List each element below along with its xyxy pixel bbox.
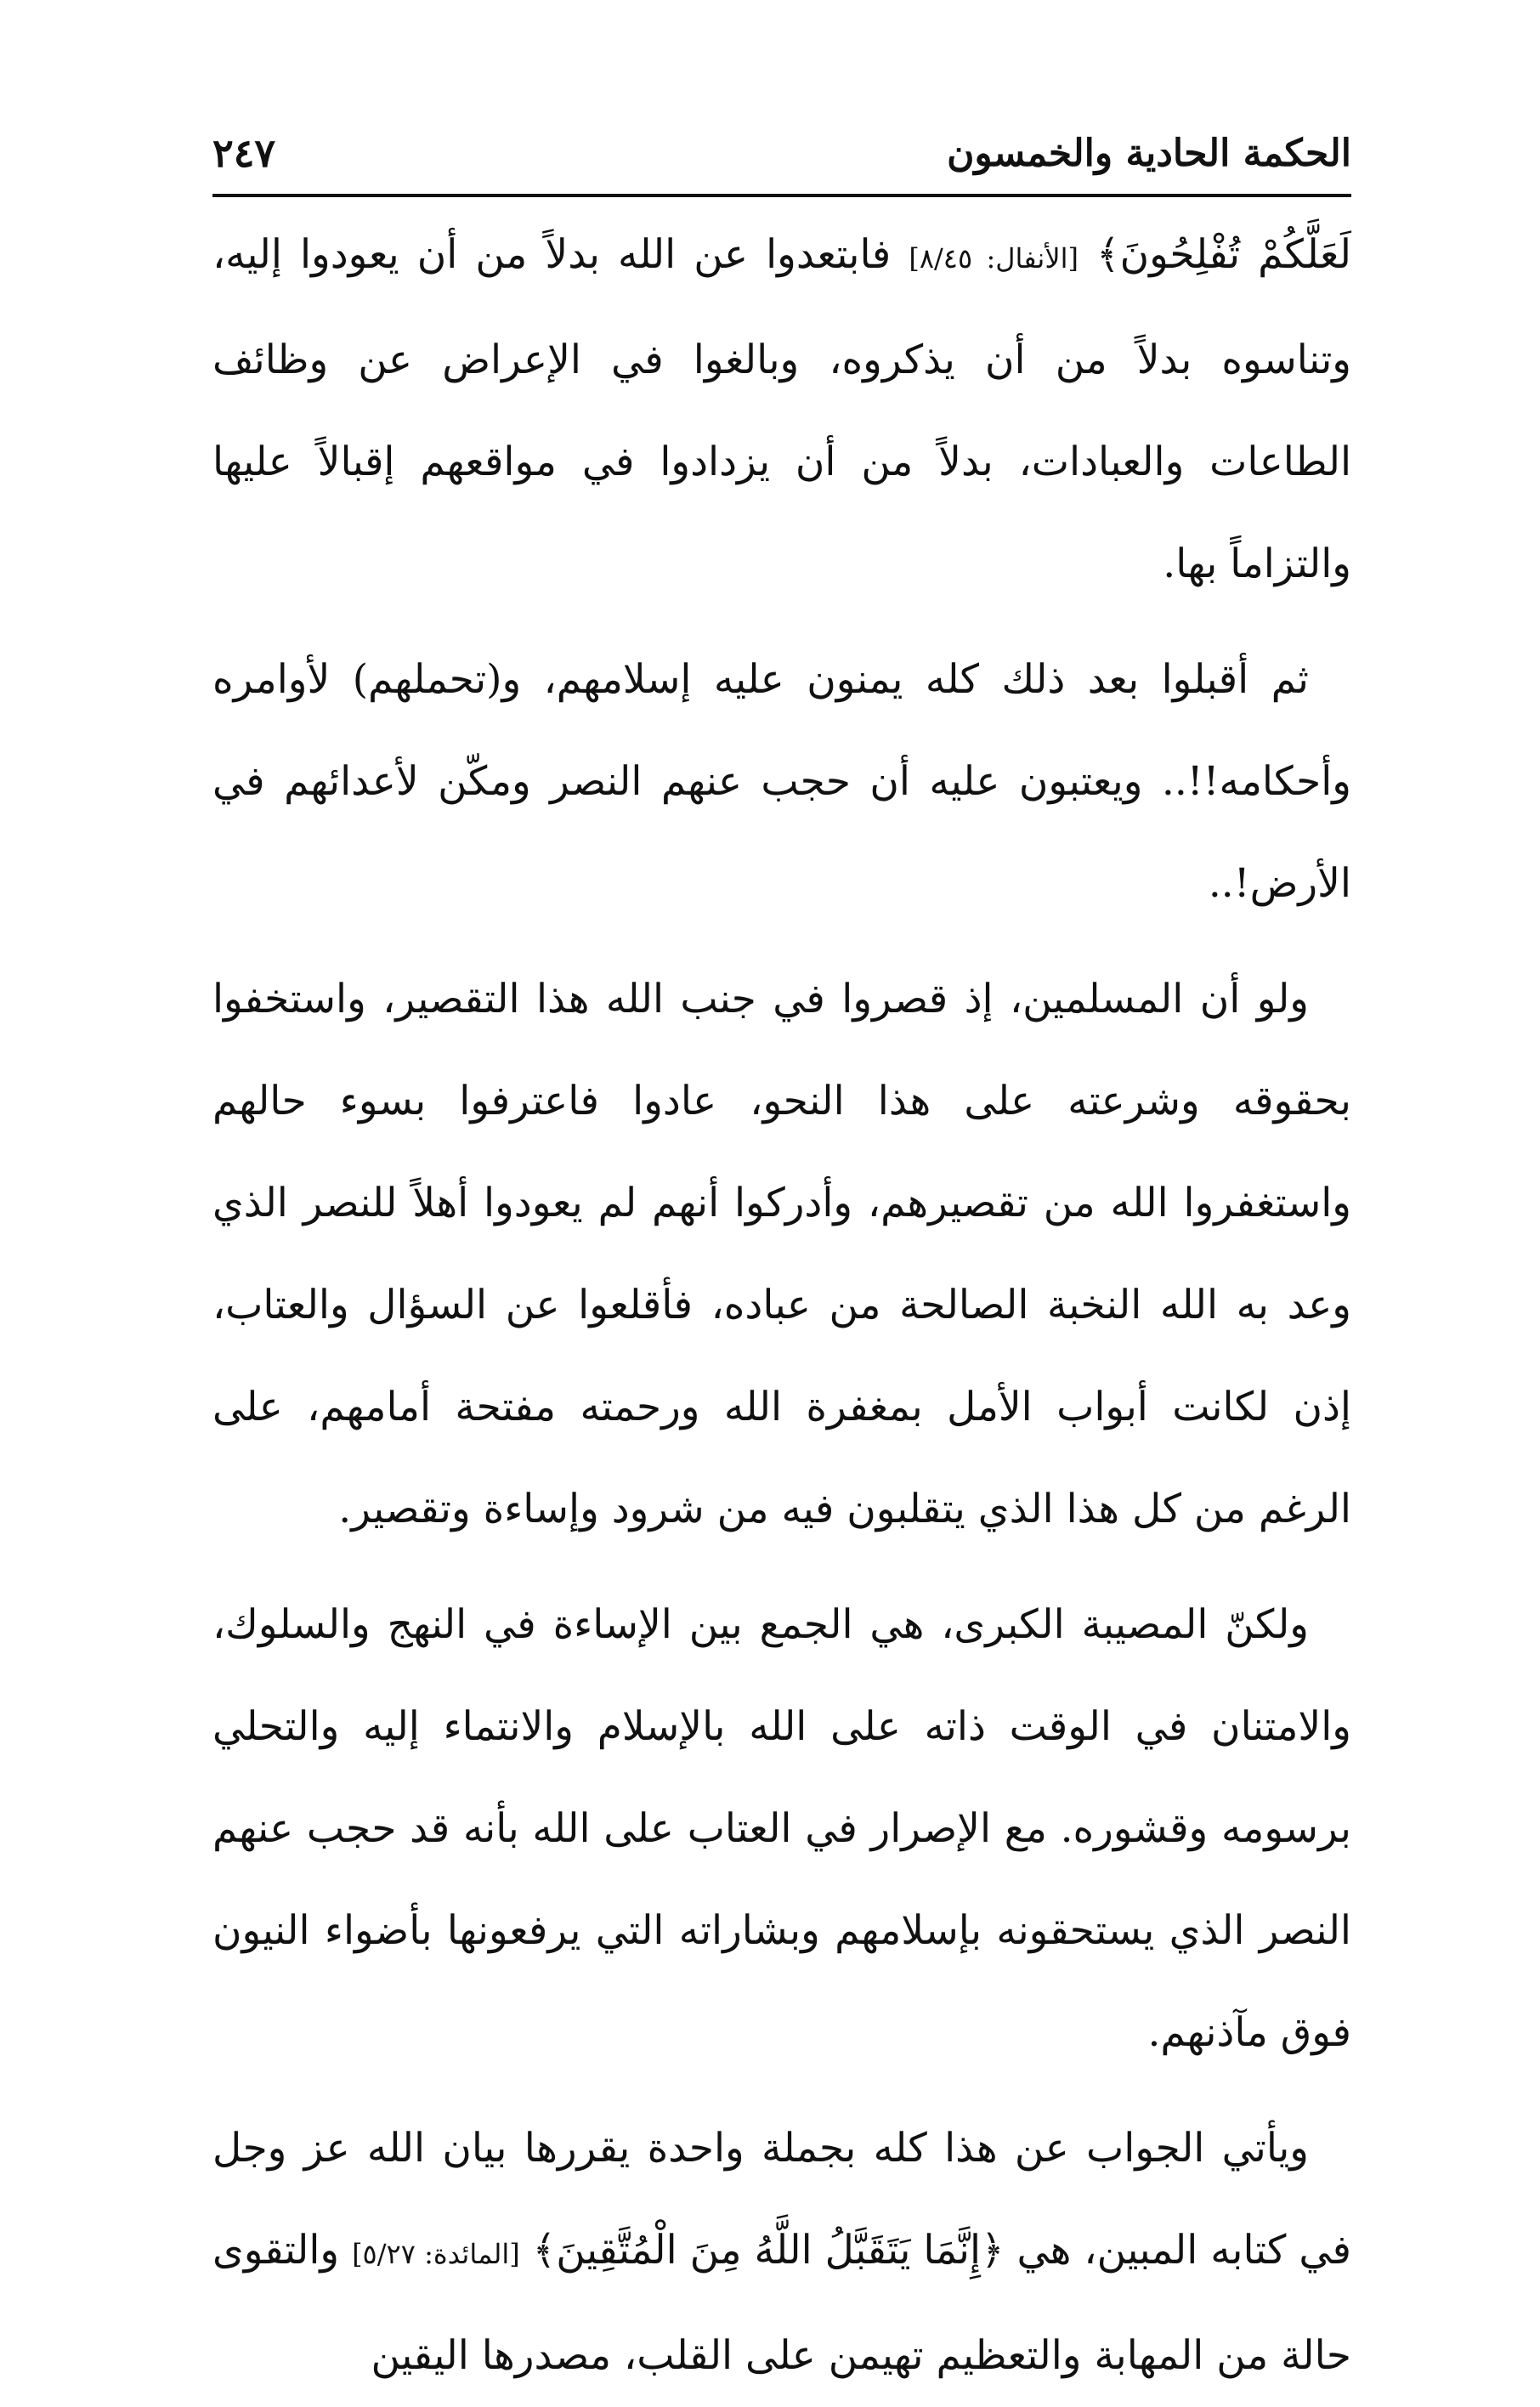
paragraph-text: ولو أن المسلمين، إذ قصروا في جنب الله هذا التقصير، واستخفوا بحقوقه وشرعته على هذا النحو، عادوا فاعترفوا بسوء حالهم واستغفروا الله من تقصيرهم، وأدركوا أنهم لم يعودوا أهلاً للنصر الذي وعد به الله النخبة الصالحة من عباده، فأقلعوا عن السؤال والعتاب، إذن لكانت أبواب الأمل بمغفرة الله ورحمته مفتحة أمامهم، على الرغم من كل هذا الذي يتقلبون فيه من شرود وإساءة وتقصير. (212, 976, 1351, 1532)
paragraph-4 (212, 1574, 1351, 2084)
paragraph-2 (212, 629, 1351, 935)
paragraph-text: ويأتي الجواب عن هذا كله بجملة واحدة يقررها بيان الله عز وجل في كتابه المبين، هي (212, 2125, 1351, 2274)
paragraph-text: والتقوى حالة من المهابة والتعظيم تهيمن على القلب، مصدرها اليقين (212, 2227, 1351, 2379)
header-rule (212, 194, 1351, 197)
paragraph-1 (212, 204, 1351, 615)
page-header (212, 119, 1351, 187)
verse-citation: [المائدة: ٥/٢٧] (352, 2238, 520, 2270)
page-number: ٢٤٧ (212, 130, 276, 176)
paragraph-5 (212, 2098, 1351, 2407)
verse-citation: [الأنفال: ٨/٤٥] (909, 242, 1079, 275)
paragraph-text: ولكنّ المصيبة الكبرى، هي الجمع بين الإساءة في النهج والسلوك، والامتنان في الوقت ذاته على الله بالإسلام والانتماء إليه والتحلي برسومه وقشوره. مع الإصرار في العتاب على الله بأنه قد حجب عنهم النصر الذي يستحقونه بإسلامهم وبشاراته التي يرفعونها بأضواء النيون فوق مآذنهم. (212, 1601, 1351, 2056)
running-head: الحكمة الحادية والخمسون (947, 131, 1351, 175)
quran-quote: لَعَلَّكُمْ تُفْلِحُونَ﴾ (1096, 231, 1351, 278)
body-text (212, 204, 1351, 2407)
quran-quote: ﴿إِنَّمَا يَتَقَبَّلُ اللَّهُ مِنَ الْمُتَّقِينَ﴾ (532, 2227, 1005, 2274)
paragraph-text: فابتعدوا عن الله بدلاً من أن يعودوا إليه، وتناسوه بدلاً من أن يذكروه، وبالغوا في الإعراض عن وظائف الطاعات والعبادات، بدلاً من أن يزدادوا في مواقعهم إقبالاً عليها والتزاماً بها. (212, 231, 1351, 587)
paragraph-3 (212, 949, 1351, 1560)
paragraph-text: ثم أقبلوا بعد ذلك كله يمنون عليه إسلامهم، و(تحملهم) لأوامره وأحكامه!!.. ويعتبون عليه أن حجب عنهم النصر ومكّن لأعدائهم في الأرض!.. (212, 656, 1351, 907)
